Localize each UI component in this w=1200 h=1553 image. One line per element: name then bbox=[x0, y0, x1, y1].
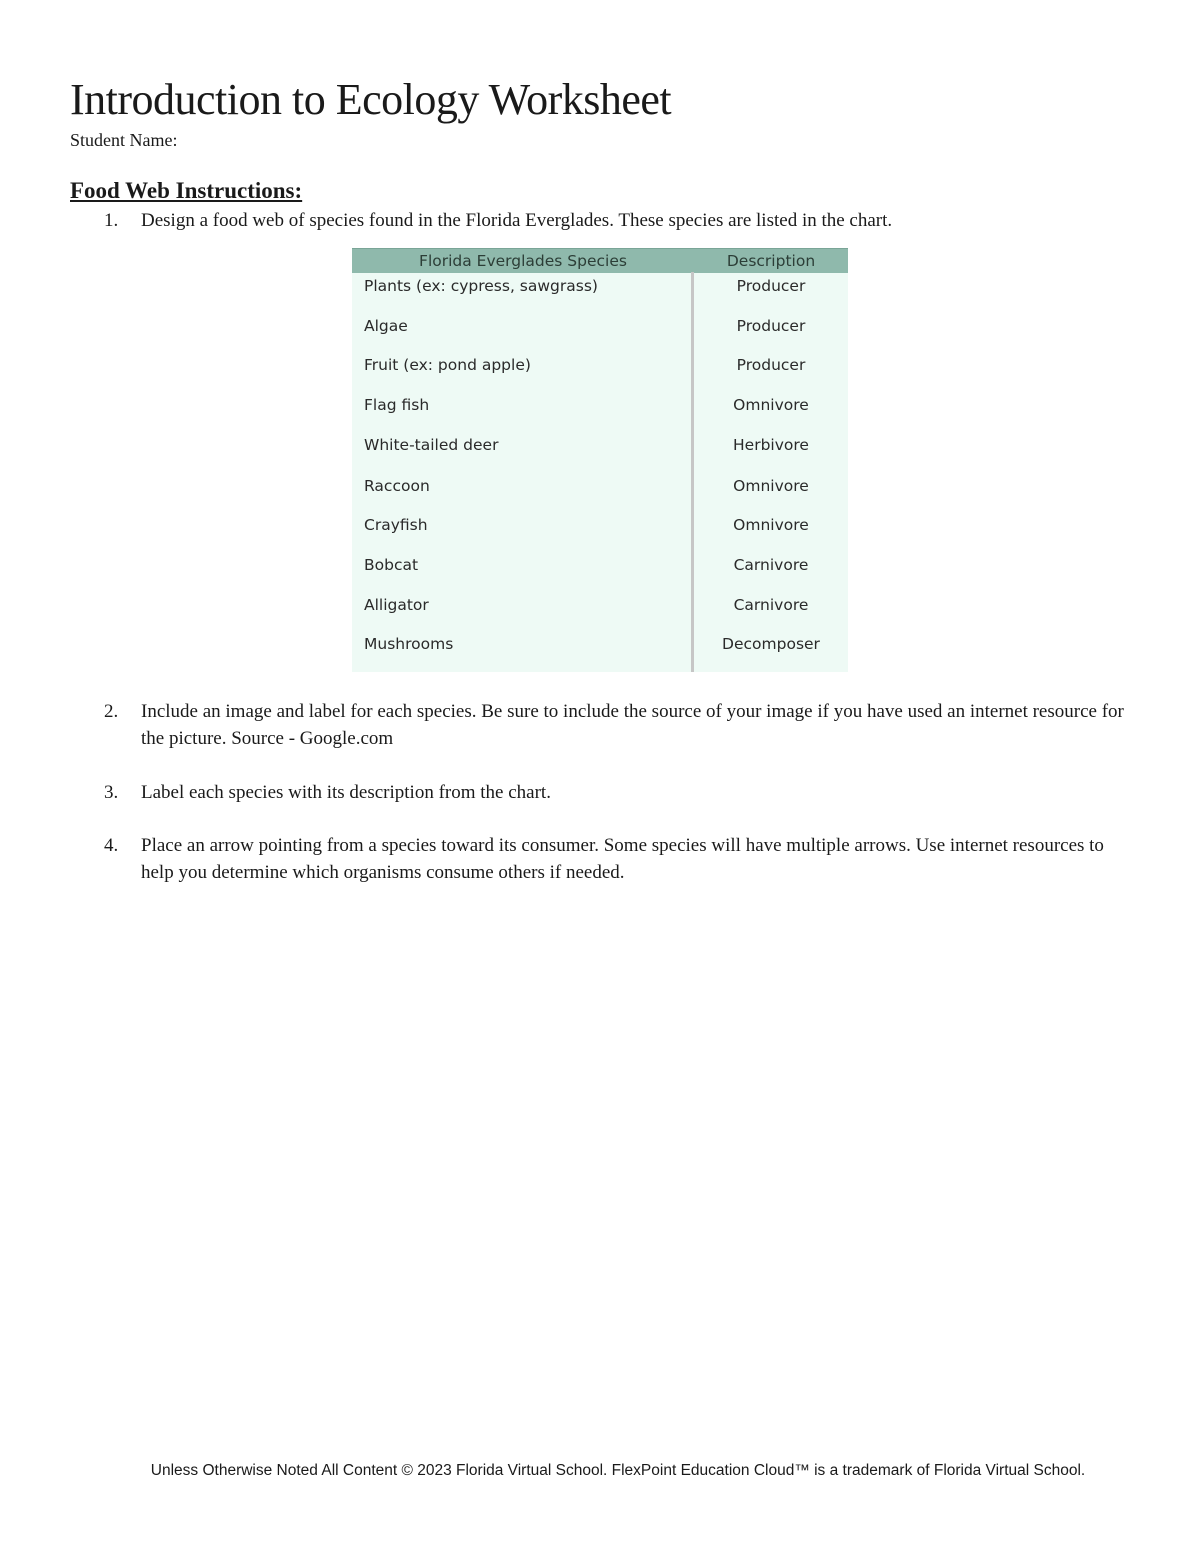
species-cell: Plants (ex: cypress, sawgrass) bbox=[364, 277, 598, 295]
step-text: Place an arrow pointing from a species toward its consumer. Some species will have multiple arrows. Use internet resources to help you determine which organisms consume others if needed. bbox=[141, 835, 1104, 883]
step-text: Label each species with its description from the chart. bbox=[141, 782, 551, 803]
table-row bbox=[352, 630, 848, 670]
description-cell: Carnivore bbox=[733, 555, 809, 574]
species-cell: Flag fish bbox=[364, 396, 430, 415]
student-name-label: Student Name: bbox=[70, 130, 178, 150]
page-title: Introduction to Ecology Worksheet bbox=[70, 75, 672, 124]
table-row bbox=[352, 591, 848, 631]
description-cell: Producer bbox=[736, 356, 806, 375]
table-row bbox=[352, 511, 848, 551]
description-cell: Omnivore bbox=[733, 516, 809, 535]
step-number: 2. bbox=[104, 701, 119, 722]
column-header-species: Florida Everglades Species bbox=[419, 252, 627, 270]
step-number: 4. bbox=[104, 835, 119, 856]
description-cell: Omnivore bbox=[733, 396, 809, 415]
description-cell: Producer bbox=[736, 316, 806, 335]
species-cell: Alligator bbox=[364, 595, 429, 614]
species-cell: Algae bbox=[364, 316, 408, 335]
step-text: Include an image and label for each species. Be sure to include the source of your image if you have used an internet resource for the picture. Source - Google.com bbox=[141, 701, 1124, 749]
table-row bbox=[352, 272, 848, 312]
section-heading: Food Web Instructions: bbox=[70, 178, 303, 203]
step-text: Design a food web of species found in the Florida Everglades. These species are listed in the chart. bbox=[141, 210, 893, 231]
table-row bbox=[352, 312, 848, 352]
species-cell: Mushrooms bbox=[364, 635, 454, 654]
copyright-footer: Unless Otherwise Noted All Content © 2023 Florida Virtual School. FlexPoint Education Cloud™ is a trademark of Florida Virtual School. bbox=[150, 1462, 1086, 1479]
description-cell: Carnivore bbox=[733, 595, 809, 614]
species-cell: Crayfish bbox=[364, 516, 428, 535]
table-header bbox=[352, 248, 848, 273]
table-row bbox=[352, 551, 848, 591]
species-cell: Bobcat bbox=[364, 555, 419, 574]
species-cell: White-tailed deer bbox=[364, 435, 499, 454]
column-header-description: Description bbox=[726, 252, 816, 270]
table-row bbox=[352, 391, 848, 431]
table-row bbox=[352, 351, 848, 391]
description-cell: Decomposer bbox=[722, 635, 820, 654]
description-cell: Producer bbox=[736, 277, 806, 295]
table-row bbox=[352, 431, 848, 471]
description-cell: Omnivore bbox=[733, 476, 809, 495]
description-cell: Herbivore bbox=[733, 435, 809, 454]
table-row bbox=[352, 472, 848, 512]
species-cell: Fruit (ex: pond apple) bbox=[364, 356, 531, 375]
step-number: 3. bbox=[104, 782, 119, 803]
step-number: 1. bbox=[104, 210, 119, 231]
species-cell: Raccoon bbox=[364, 476, 430, 495]
